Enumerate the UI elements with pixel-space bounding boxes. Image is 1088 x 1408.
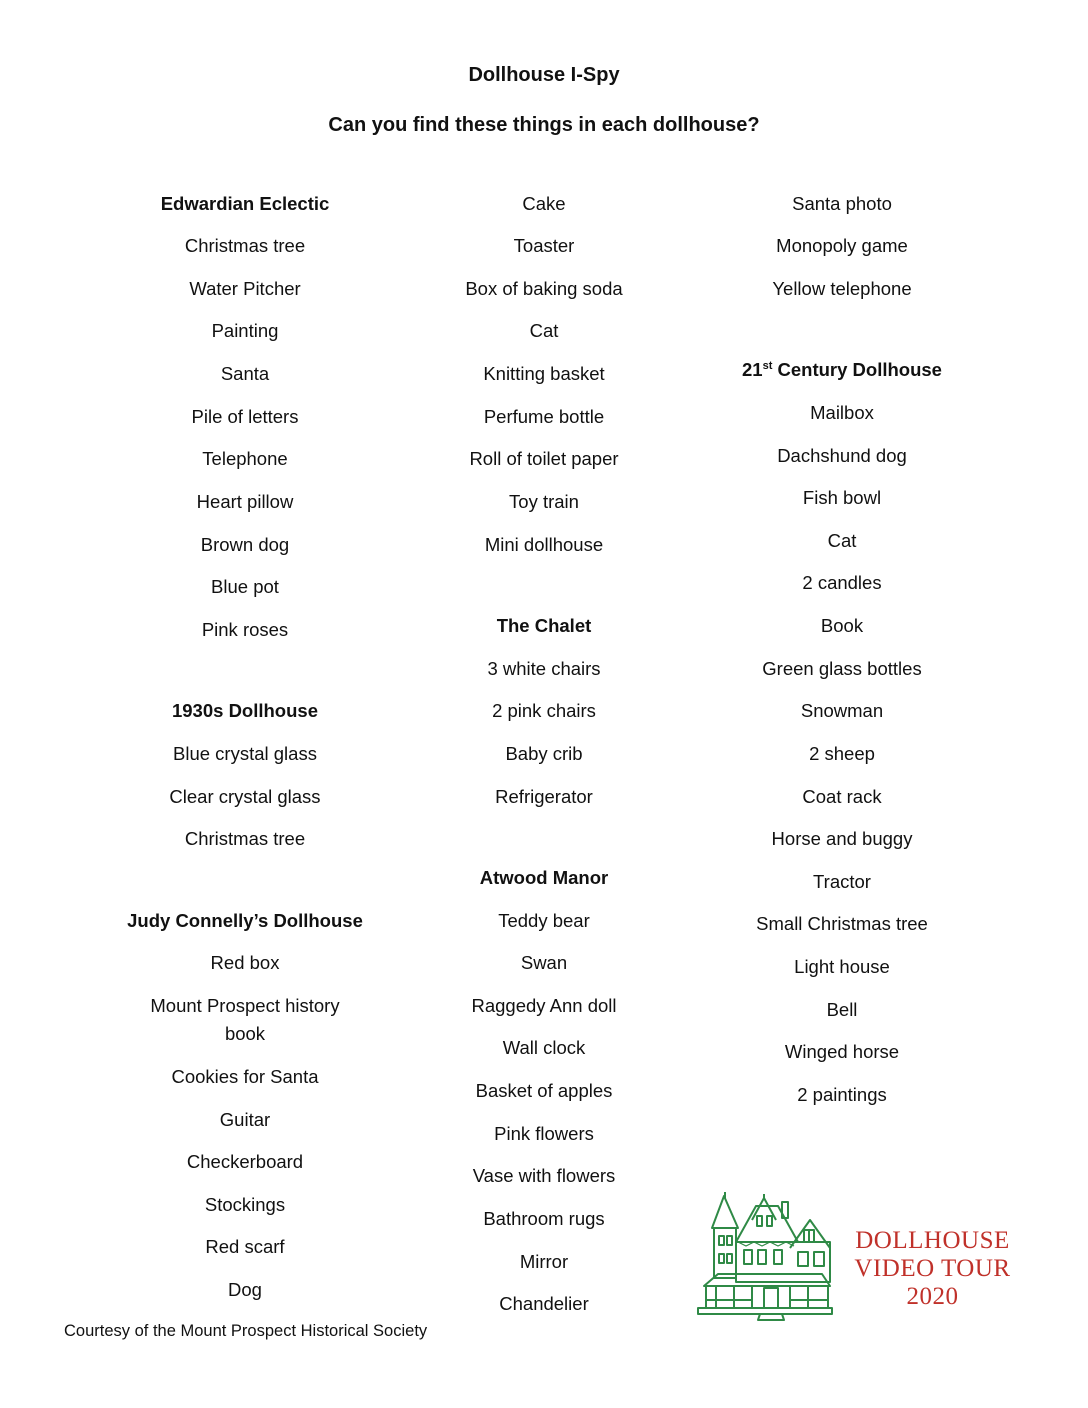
checklist-item: Monopoly game <box>776 235 908 256</box>
checklist-item: Heart pillow <box>196 491 294 512</box>
checklist-item: Pink flowers <box>494 1123 594 1144</box>
section-heading: The Chalet <box>496 615 592 636</box>
checklist-item: Green glass bottles <box>762 658 922 679</box>
checklist-item: Cookies for Santa <box>171 1066 319 1087</box>
checklist-item: 2 candles <box>802 572 882 593</box>
checklist-item: Winged horse <box>784 1041 900 1062</box>
checklist-item: Checkerboard <box>186 1151 304 1172</box>
checklist-item: Toaster <box>513 235 575 256</box>
checklist-item: Knitting basket <box>483 363 605 384</box>
checklist-item: Swan <box>520 952 568 973</box>
checklist-item: Pile of letters <box>191 406 299 427</box>
dollhouse-video-tour-logo <box>694 1190 1034 1325</box>
checklist-item: Coat rack <box>802 786 882 807</box>
checklist-item: Water Pitcher <box>189 278 301 299</box>
checklist-item: Mount Prospect history book <box>150 995 340 1044</box>
checklist-column-2 <box>394 0 694 1408</box>
checklist-item: Light house <box>794 956 890 977</box>
checklist-item: Tractor <box>813 871 871 892</box>
checklist-item: Chandelier <box>499 1293 589 1314</box>
checklist-item: Dog <box>228 1279 262 1300</box>
checklist-item: Cat <box>827 530 857 551</box>
checklist-item: Brown dog <box>200 534 290 555</box>
checklist-item: Raggedy Ann doll <box>471 995 617 1016</box>
checklist-item: Painting <box>211 320 279 341</box>
heading-text: Century Dollhouse <box>772 359 942 380</box>
section-heading: 1930s Dollhouse <box>171 700 318 721</box>
checklist-item: Red scarf <box>205 1236 285 1257</box>
checklist-item: Fish bowl <box>802 487 882 508</box>
section-heading: Edwardian Eclectic <box>160 193 330 214</box>
checklist-item: Stockings <box>204 1194 286 1215</box>
checklist-item: Snowman <box>800 700 884 721</box>
checklist-item: 2 pink chairs <box>492 700 596 721</box>
checklist-item: Telephone <box>202 448 288 469</box>
checklist-item: Small Christmas tree <box>756 913 928 934</box>
checklist-item: Santa <box>220 363 270 384</box>
checklist-item: Baby crib <box>505 743 583 764</box>
checklist-item: Toy train <box>509 491 579 512</box>
victorian-house-drawing-icon <box>694 1190 834 1322</box>
logo-line-1: DOLLHOUSE <box>855 1227 1010 1254</box>
heading-number: 21 <box>742 359 763 380</box>
checklist-item: Blue pot <box>211 576 279 597</box>
checklist-item: Santa photo <box>792 193 892 214</box>
checklist-item: Bell <box>826 999 858 1020</box>
checklist-item: Perfume bottle <box>483 406 605 427</box>
ordinal-suffix: st <box>762 359 773 372</box>
checklist-item: Refrigerator <box>495 786 593 807</box>
checklist-item: Guitar <box>219 1109 271 1130</box>
page-title: Dollhouse I-Spy <box>468 64 620 86</box>
checklist-item: Mini dollhouse <box>484 534 604 555</box>
checklist-item: Wall clock <box>502 1037 586 1058</box>
section-heading: Atwood Manor <box>479 867 609 888</box>
checklist-item: Mirror <box>519 1251 569 1272</box>
logo-line-2: VIDEO TOUR <box>854 1255 1011 1282</box>
courtesy-footer: Courtesy of the Mount Prospect Historical Society <box>64 1322 428 1340</box>
checklist-item: Vase with flowers <box>472 1165 616 1186</box>
checklist-item: 2 sheep <box>809 743 875 764</box>
checklist-item: Cat <box>529 320 559 341</box>
checklist-item: Pink roses <box>201 619 289 640</box>
checklist-item: Red box <box>210 952 280 973</box>
checklist-item: Box of baking soda <box>465 278 623 299</box>
checklist-item: 2 paintings <box>797 1084 887 1105</box>
checklist-item: Cake <box>522 193 566 214</box>
section-heading: Judy Connelly’s Dollhouse <box>127 910 363 931</box>
checklist-item: Clear crystal glass <box>169 786 321 807</box>
section-heading <box>692 356 992 384</box>
page-subtitle: Can you find these things in each dollhouse? <box>328 114 760 136</box>
checklist-item: Basket of apples <box>475 1080 613 1101</box>
checklist-item: Yellow telephone <box>772 278 912 299</box>
checklist-item: Christmas tree <box>184 828 306 849</box>
checklist-item: Christmas tree <box>184 235 306 256</box>
checklist-item: Mailbox <box>810 402 874 423</box>
checklist-item: Horse and buggy <box>771 828 913 849</box>
checklist-item: Teddy bear <box>498 910 590 931</box>
checklist-item: Blue crystal glass <box>173 743 317 764</box>
checklist-item: Roll of toilet paper <box>469 448 619 469</box>
checklist-column-1 <box>95 0 395 1408</box>
checklist-item: 3 white chairs <box>487 658 601 679</box>
checklist-item: Bathroom rugs <box>483 1208 605 1229</box>
checklist-item: Book <box>820 615 864 636</box>
logo-line-3: 2020 <box>906 1283 959 1310</box>
checklist-item: Dachshund dog <box>777 445 907 466</box>
